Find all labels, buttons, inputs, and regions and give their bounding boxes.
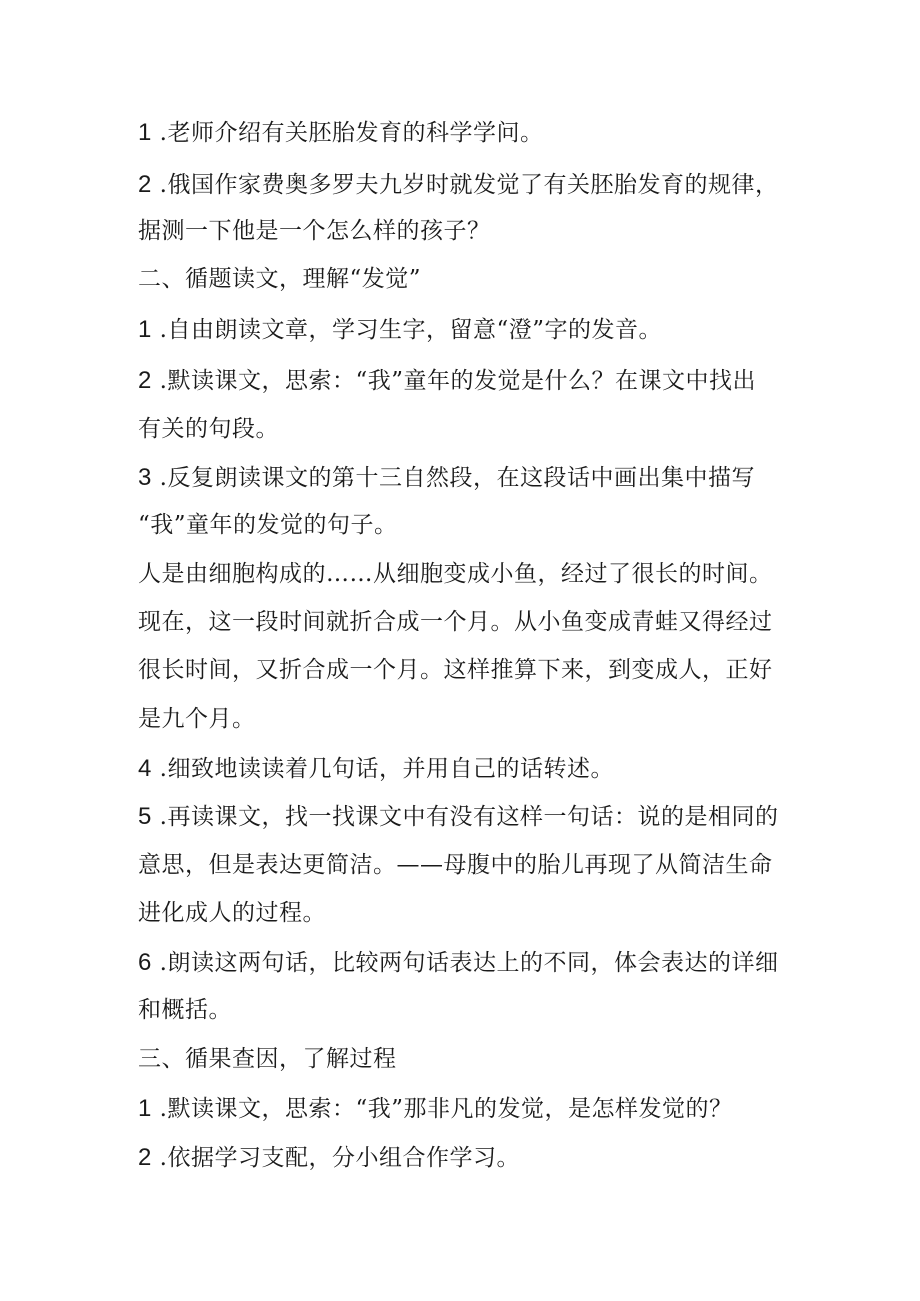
text-line [138,607,798,637]
text-line [138,216,798,246]
text-line [138,559,798,589]
line-text: 人是由细胞构成的……从细胞变成小鱼，经过了很长的时间。 [138,561,773,587]
line-text: .再读课文，找一找课文中有没有这样一句话：说的是相同的 [151,804,779,830]
text-line [138,315,798,345]
line-text: 三、循果查因，了解过程 [138,1046,397,1072]
text-line [138,1094,798,1124]
item-number: 1 [138,1095,152,1122]
line-text: .默读课文，思索：“我”那非凡的发觉，是怎样发觉的？ [151,1096,733,1122]
line-text: 二、循题读文，理解“发觉” [138,266,422,292]
line-text: .默读课文，思索：“我”童年的发觉是什么？在课文中找出 [151,368,756,394]
section-heading [138,1044,798,1074]
line-text: “我”童年的发觉的句子。 [138,512,398,538]
line-text: 据测一下他是一个怎么样的孩子？ [138,218,491,244]
item-number: 5 [138,803,152,830]
line-text: .老师介绍有关胚胎发育的科学学问。 [151,120,544,146]
line-text: 是九个月。 [138,706,256,732]
text-line [138,1143,798,1173]
line-text: 意思，但是表达更简洁。——母腹中的胎儿再现了从简洁生命 [138,852,773,878]
line-text: .依据学习支配，分小组合作学习。 [151,1145,520,1171]
text-line [138,510,798,540]
text-line [138,463,798,493]
item-number: 3 [138,464,152,491]
line-text: 和概括。 [138,997,232,1023]
text-line [138,170,798,200]
item-number: 2 [138,367,152,394]
section-heading [138,264,798,294]
line-text: 进化成人的过程。 [138,900,326,926]
text-line [138,995,798,1025]
line-text: 有关的句段。 [138,416,279,442]
line-text: .朗读这两句话，比较两句话表达上的不同，体会表达的详细 [151,950,779,976]
line-text: .俄国作家费奥多罗夫九岁时就发觉了有关胚胎发育的规律， [151,172,779,198]
item-number: 6 [138,949,152,976]
text-line [138,802,798,832]
line-text: .反复朗读课文的第十三自然段，在这段话中画出集中描写 [151,465,755,491]
text-line [138,754,798,784]
text-line [138,898,798,928]
text-line [138,948,798,978]
text-line [138,850,798,880]
text-line [138,414,798,444]
item-number: 2 [138,1144,152,1171]
text-line [138,118,798,148]
item-number: 4 [138,755,152,782]
item-number: 1 [138,119,152,146]
line-text: 现在，这一段时间就折合成一个月。从小鱼变成青蛙又得经过 [138,609,773,635]
text-line [138,704,798,734]
item-number: 1 [138,316,152,343]
text-line [138,655,798,685]
item-number: 2 [138,171,152,198]
text-line [138,366,798,396]
line-text: .自由朗读文章，学习生字，留意“澄”字的发音。 [151,317,662,343]
line-text: 很长时间，又折合成一个月。这样推算下来，到变成人，正好 [138,657,773,683]
line-text: .细致地读读着几句话，并用自己的话转述。 [151,756,614,782]
